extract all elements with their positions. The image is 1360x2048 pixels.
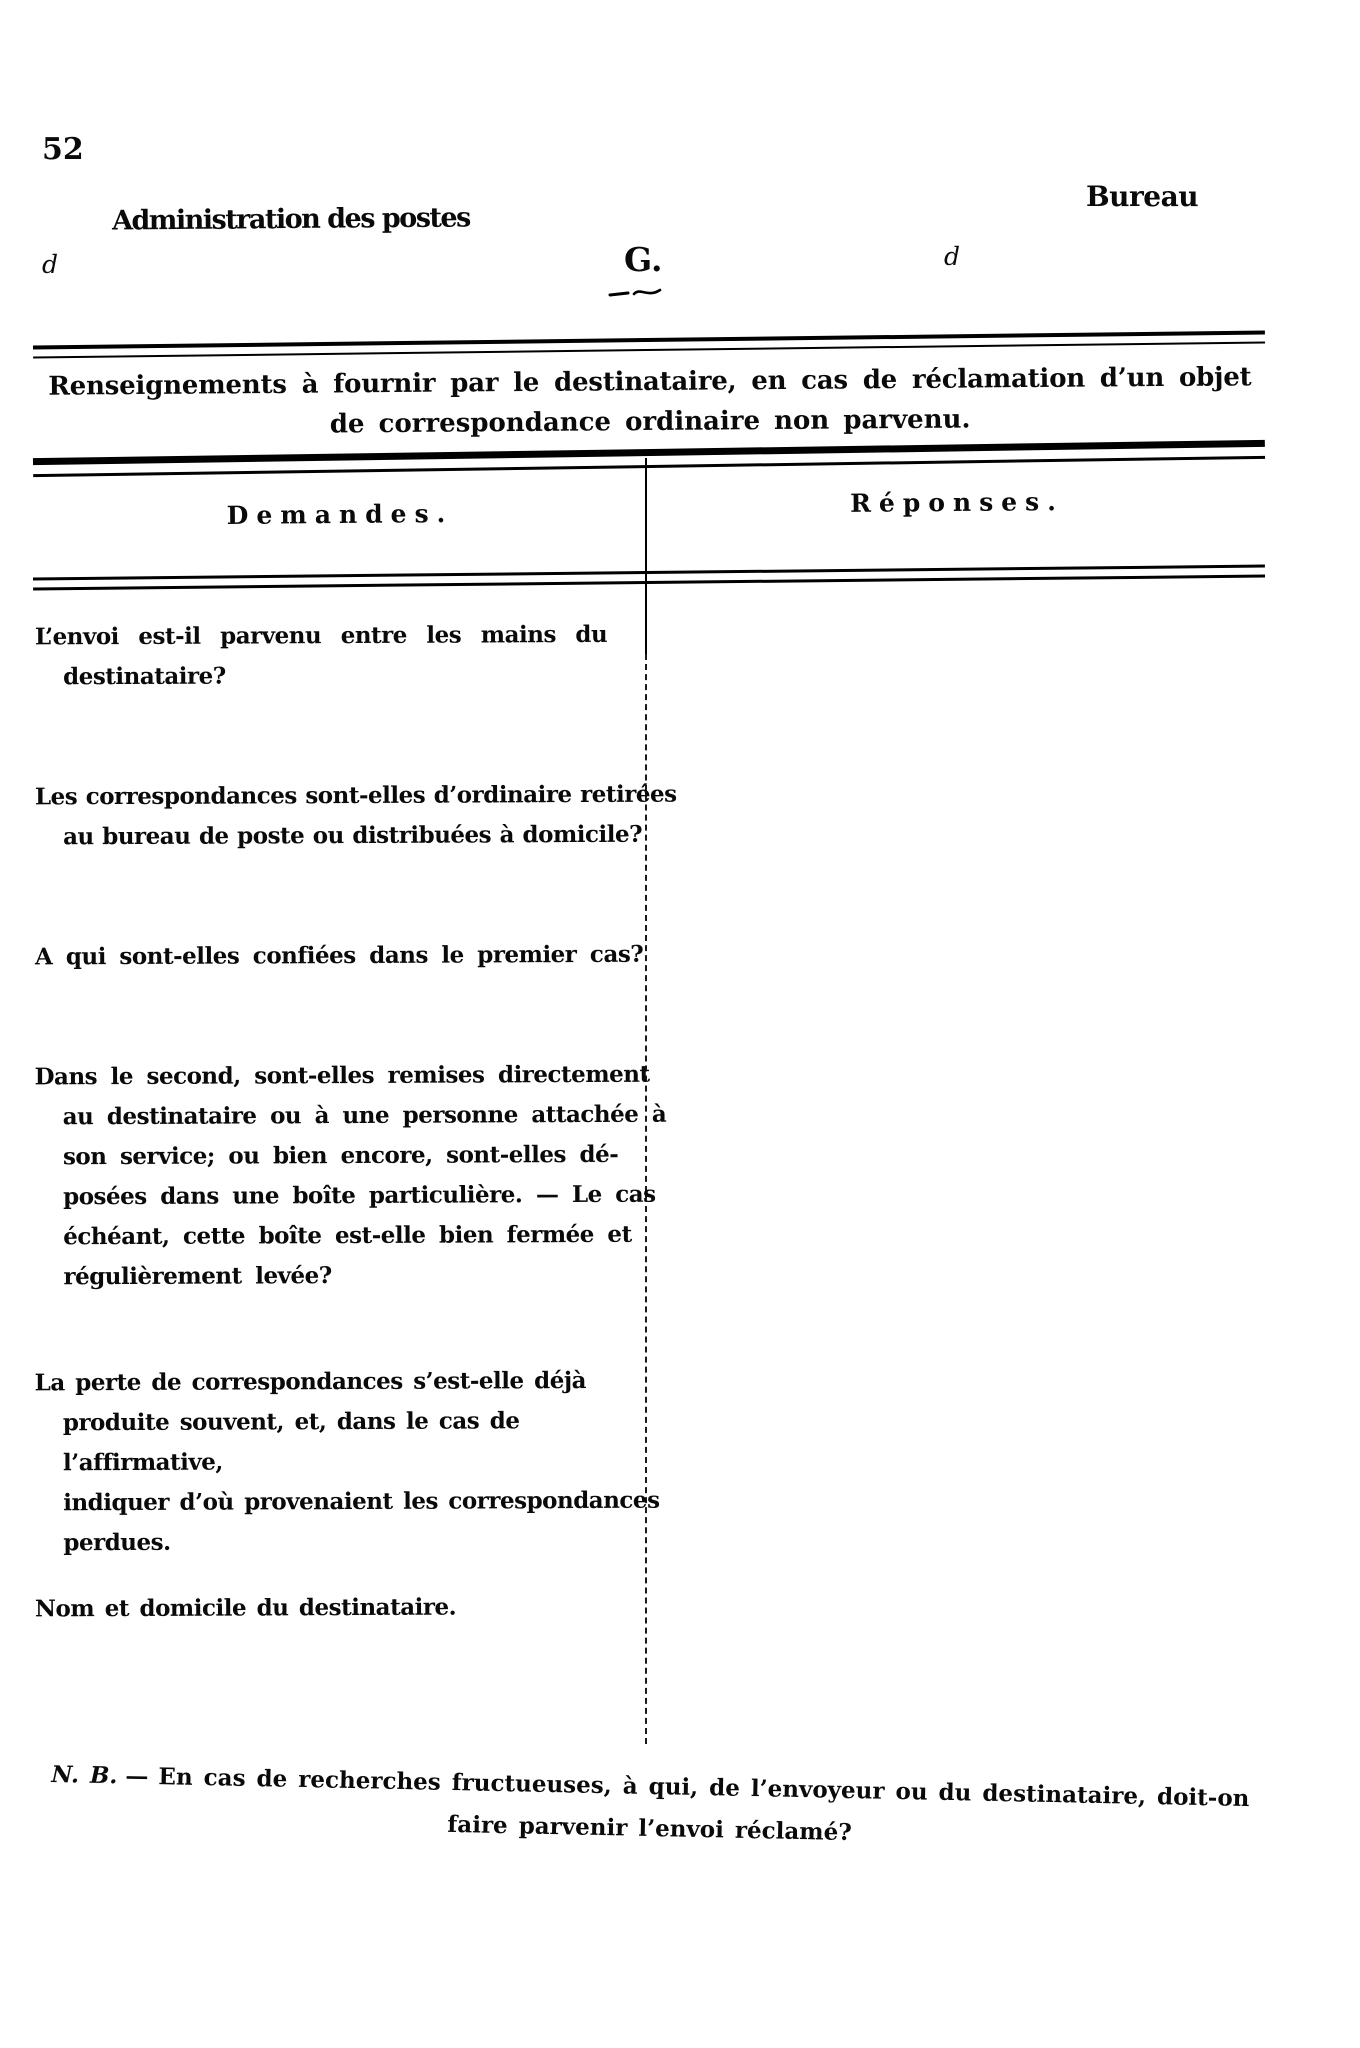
nota-bene-dash: — <box>125 1762 149 1790</box>
nota-bene-line-1: En cas de recherches fructueuses, à qui, de l’envoyeur ou du destinataire, doit-on <box>158 1763 1250 1813</box>
question-item: Dans le second, sont-elles remises directement au destinataire ou à une personne attachée à son service; ou bien encore, sont-elles dé- posées dans une boîte particulière. — Le cas échéant, cette boîte est-elle bien fermée et régulièrement levée? <box>34 1060 667 1291</box>
form-title-line-1: Renseignements à fournir par le destinataire, en cas de réclamation d’un objet <box>48 362 1252 402</box>
question-item: Les correspondances sont-elles d’ordinaire retirées au bureau de poste ou distribuées à domicile? <box>34 780 677 851</box>
nota-bene-note <box>29 1754 1270 1863</box>
double-rule-top <box>33 330 1265 358</box>
column-header-demandes: Demandes. <box>226 499 454 530</box>
question-item: La perte de correspondances s’est-elle déjà produite souvent, et, dans le cas de l’affirmative, indiquer d’où provenaient les correspondances perdues. <box>34 1366 660 1557</box>
form-title-line-2: de correspondance ordinaire non parvenu. <box>329 404 971 440</box>
date-placeholder-right: d <box>944 242 961 271</box>
column-header-reponses: Réponses. <box>849 487 1065 518</box>
date-placeholder-left: d <box>42 250 59 279</box>
question-item: A qui sont-elles confiées dans le premier cas? <box>34 940 644 971</box>
nota-bene-label: N. B. <box>51 1760 118 1790</box>
wavy-underline-icon <box>608 284 670 300</box>
thick-rule-under-title <box>33 440 1265 477</box>
nota-bene-line-2: faire parvenir l’envoi réclamé? <box>447 1810 853 1847</box>
page-number: 52 <box>42 132 84 167</box>
responses-area <box>650 592 1264 1742</box>
form-letter: G. <box>624 240 663 279</box>
bureau-label: Bureau <box>1086 180 1199 213</box>
double-rule-under-headers <box>33 565 1265 591</box>
question-item: Nom et domicile du destinataire. <box>34 1593 457 1623</box>
question-item: L’envoi est-il parvenu entre les mains du destinataire? <box>34 620 608 691</box>
form-title <box>35 357 1266 447</box>
administration-label: Administration des postes <box>111 202 470 237</box>
